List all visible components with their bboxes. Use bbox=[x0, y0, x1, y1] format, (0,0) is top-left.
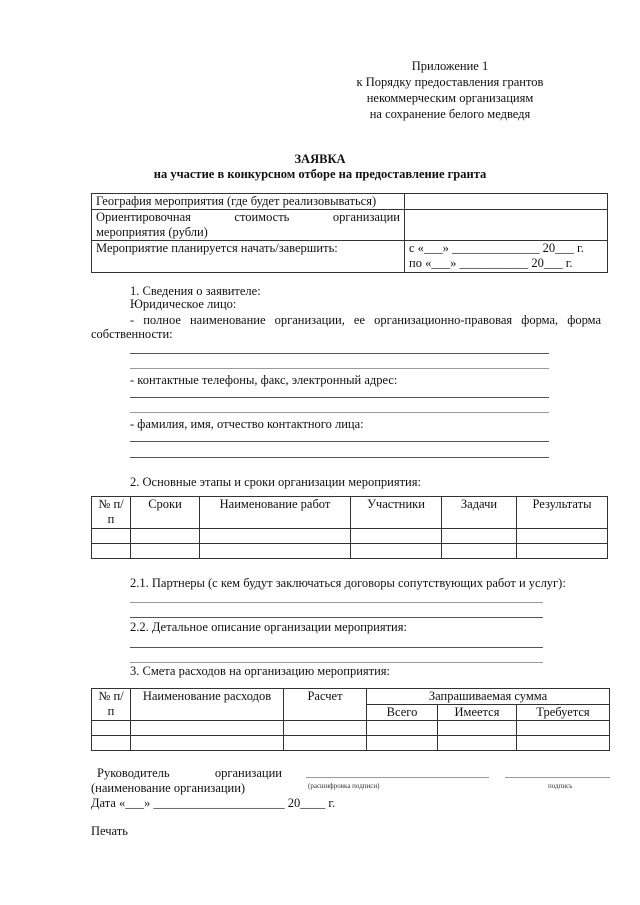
fill-line[interactable] bbox=[130, 662, 543, 663]
fill-line[interactable] bbox=[130, 412, 549, 413]
fill-line[interactable] bbox=[130, 617, 543, 618]
doc-subtitle: на участие в конкурсном отборе на предоставление гранта bbox=[153, 167, 487, 181]
header-text: № п/п bbox=[98, 689, 124, 718]
section3-title: 3. Смета расходов на организацию мероприятия: bbox=[130, 664, 391, 678]
table-cell[interactable] bbox=[438, 721, 517, 736]
contacts-label: - контактные телефоны, факс, электронный адрес: bbox=[130, 373, 398, 387]
table-cell[interactable] bbox=[131, 721, 284, 736]
appendix-line: к Порядку предоставления грантов bbox=[356, 75, 544, 89]
section21-title: 2.1. Партнеры (с кем будут заключаться договоры сопутствующих работ и услуг): bbox=[130, 576, 566, 590]
fill-line[interactable] bbox=[130, 368, 549, 369]
appendix-line: на сохранение белого медведя bbox=[369, 107, 531, 121]
table-cell[interactable] bbox=[517, 721, 610, 736]
info-dates-cell[interactable] bbox=[405, 241, 608, 273]
name-label-cont: собственности: bbox=[91, 327, 173, 341]
col-header-group: Запрашиваемая сумма bbox=[367, 689, 610, 705]
fill-line[interactable] bbox=[130, 353, 549, 354]
stages-table bbox=[91, 496, 608, 559]
table-cell[interactable] bbox=[131, 736, 284, 751]
table-cell[interactable] bbox=[351, 529, 442, 544]
table-cell[interactable] bbox=[92, 721, 131, 736]
info-cell bbox=[92, 210, 405, 241]
decode-line[interactable] bbox=[306, 777, 489, 778]
table-cell[interactable] bbox=[517, 544, 608, 559]
fill-line[interactable] bbox=[130, 441, 549, 442]
col-header: Результаты bbox=[517, 497, 608, 529]
info-input-cell[interactable] bbox=[405, 210, 608, 241]
col-header: Требуется bbox=[517, 705, 610, 721]
col-header: Участники bbox=[351, 497, 442, 529]
table-cell[interactable] bbox=[131, 529, 200, 544]
info-table bbox=[91, 193, 608, 273]
col-header: Наименование работ bbox=[200, 497, 351, 529]
col-header-num bbox=[92, 497, 131, 529]
table-cell[interactable] bbox=[442, 544, 517, 559]
contact-person-label: - фамилия, имя, отчество контактного лица: bbox=[130, 417, 364, 431]
decode-caption: (расшифровка подписи) bbox=[308, 782, 380, 790]
table-cell[interactable] bbox=[517, 736, 610, 751]
table-cell[interactable] bbox=[284, 721, 367, 736]
col-header: Наименование расходов bbox=[131, 689, 284, 721]
date-line[interactable]: Дата «___» _____________________ 20____ г. bbox=[91, 796, 336, 810]
appendix-block bbox=[320, 58, 580, 122]
section2-title: 2. Основные этапы и сроки организации мероприятия: bbox=[130, 475, 421, 489]
col-header-num bbox=[92, 689, 131, 721]
table-cell[interactable] bbox=[284, 736, 367, 751]
sign-caption: подпись bbox=[548, 782, 573, 790]
section1-title: 1. Сведения о заявителе: bbox=[130, 284, 261, 298]
legal-entity-label: Юридическое лицо: bbox=[130, 297, 237, 311]
stamp-label: Печать bbox=[91, 824, 128, 838]
info-text: Ориентировочная стоимость организации bbox=[96, 210, 400, 224]
name-label: - полное наименование организации, ее организационно-правовая форма, форма bbox=[130, 313, 601, 327]
appendix-line: некоммерческим организациям bbox=[366, 91, 534, 105]
info-input-cell[interactable] bbox=[405, 194, 608, 210]
fill-line[interactable] bbox=[130, 602, 543, 603]
header-text: № п/п bbox=[98, 497, 124, 526]
table-cell[interactable] bbox=[200, 529, 351, 544]
info-cell: География мероприятия (где будет реализовываться) bbox=[92, 194, 405, 210]
section22-title: 2.2. Детальное описание организации мероприятия: bbox=[130, 620, 407, 634]
sign-line[interactable] bbox=[505, 777, 610, 778]
table-cell[interactable] bbox=[442, 529, 517, 544]
start-date: с «___» ______________ 20___ г. bbox=[409, 241, 584, 255]
table-cell[interactable] bbox=[367, 721, 438, 736]
budget-table bbox=[91, 688, 610, 751]
org-name-label: (наименование организации) bbox=[91, 781, 246, 795]
info-cell: Мероприятие планируется начать/завершить: bbox=[92, 241, 405, 273]
head-label: Руководитель организации bbox=[97, 766, 282, 780]
col-header: Сроки bbox=[131, 497, 200, 529]
fill-line[interactable] bbox=[130, 457, 549, 458]
col-header: Задачи bbox=[442, 497, 517, 529]
table-cell[interactable] bbox=[92, 529, 131, 544]
col-header: Имеется bbox=[438, 705, 517, 721]
table-cell[interactable] bbox=[438, 736, 517, 751]
info-text: мероприятия (рубли) bbox=[96, 225, 208, 239]
appendix-line: Приложение 1 bbox=[411, 59, 489, 73]
table-cell[interactable] bbox=[351, 544, 442, 559]
table-cell[interactable] bbox=[92, 736, 131, 751]
table-cell[interactable] bbox=[131, 544, 200, 559]
doc-title: ЗАЯВКА bbox=[294, 152, 346, 166]
fill-line[interactable] bbox=[130, 647, 543, 648]
table-cell[interactable] bbox=[200, 544, 351, 559]
table-cell[interactable] bbox=[367, 736, 438, 751]
col-header: Всего bbox=[367, 705, 438, 721]
fill-line[interactable] bbox=[130, 397, 549, 398]
table-cell[interactable] bbox=[517, 529, 608, 544]
table-cell[interactable] bbox=[92, 544, 131, 559]
end-date: по «___» ___________ 20___ г. bbox=[409, 256, 573, 270]
col-header: Расчет bbox=[284, 689, 367, 721]
